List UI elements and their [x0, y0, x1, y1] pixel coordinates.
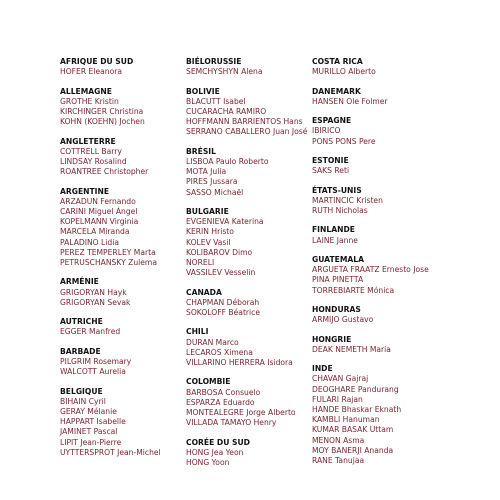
person-name: ARMIJO Gustavo [312, 315, 374, 325]
country-group [312, 156, 442, 176]
country-group [186, 438, 310, 469]
person-name: MONTEALEGRE Jorge Alberto [186, 408, 296, 418]
country-name: HONGRIE [312, 334, 352, 344]
person-name: CHAVAN Gajraj [312, 374, 369, 384]
country-name: CANADA [186, 287, 222, 297]
person-name: HOFER Eleanora [60, 67, 123, 77]
country-name: ARGENTINE [60, 186, 110, 196]
country-name: INDE [312, 364, 333, 374]
person-name: MOY BANERJI Ananda [312, 445, 394, 455]
country-group [60, 317, 184, 337]
person-name: BIHAIN Cyril [60, 396, 106, 406]
person-name: UYTTERSPROT Jean-Michel [60, 447, 161, 457]
person-name: ARGUETA FRAATZ Ernesto Jose [312, 265, 429, 275]
country-group [186, 57, 310, 77]
country-group [60, 87, 184, 128]
person-name: RANE Tanujaa [312, 455, 365, 465]
country-group [312, 255, 442, 296]
person-name: DEOGHARE Pandurang [312, 384, 399, 394]
column-3 [312, 57, 442, 475]
country-name: ÉTATS-UNIS [312, 185, 362, 195]
person-name: MARTINCIC Kristen [312, 195, 383, 205]
country-name: ALLEMAGNE [60, 86, 112, 96]
person-name: CHAPMAN Déborah [186, 297, 260, 307]
person-name: ARZADUN Fernando [60, 196, 136, 206]
person-name: NORELI [186, 258, 215, 268]
person-name: KIRCHINGER Christina [60, 107, 144, 116]
person-name: DEAK NEMETH Maria [312, 344, 391, 354]
country-group [60, 387, 184, 458]
country-name: BIÉLORUSSIE [186, 57, 242, 66]
person-name: SOKOLOFF Béatrice [186, 308, 261, 318]
country-name: AUTRICHE [60, 317, 103, 327]
person-name: KOHN (KOEHN) Jochen [60, 117, 145, 127]
person-name: GRIGORYAN Sevak [60, 297, 131, 307]
person-name: PILGRIM Rosemary [60, 357, 132, 366]
country-group [186, 377, 310, 428]
country-group [60, 187, 184, 269]
country-group [312, 225, 442, 245]
country-group [186, 207, 310, 278]
person-name: CARINI Miguel Ángel [60, 207, 138, 216]
person-name: PONS PONS Pere [312, 136, 376, 146]
country-group [186, 147, 310, 198]
person-name: VILLARINO HERRERA Isidora [186, 358, 293, 368]
person-name: PETRUSCHANSKY Zulema [60, 258, 157, 268]
person-name: MENON Asma [312, 435, 365, 445]
country-group [312, 335, 442, 355]
person-name: SASSO Michaël [186, 187, 244, 197]
person-name: EGGER Manfred [60, 327, 121, 337]
person-name: HAPPART Isabelle [60, 417, 126, 427]
person-name: RUTH Nicholas [312, 205, 368, 215]
person-name: IBIRICO [312, 126, 341, 136]
country-group [60, 277, 184, 308]
country-name: COLOMBIE [186, 377, 231, 387]
person-name: HONG Yoon [186, 458, 230, 468]
person-name: WALCOTT Aurelia [60, 367, 126, 377]
country-name: ANGLETERRE [60, 136, 116, 146]
country-name: BOLIVIE [186, 86, 220, 96]
person-name: VASSILEV Vesselin [186, 268, 256, 278]
person-name: FULARI Rajan [312, 394, 363, 404]
person-name: MOTA Julia [186, 167, 227, 177]
person-name: PINA PINETTA [312, 275, 364, 285]
person-name: HOFFMANN BARRIENTOS Hans [186, 117, 303, 127]
person-name: HANDE Bhaskar Eknath [312, 404, 402, 414]
person-name: BLACUTT Isabel [186, 96, 246, 106]
country-group [60, 137, 184, 178]
person-name: KOLIBAROV Dimo [186, 247, 253, 257]
country-name: COSTA RICA [312, 57, 363, 66]
country-name: ESPAGNE [312, 116, 352, 126]
country-name: FINLANDE [312, 225, 355, 235]
person-name: HANSEN Ole Folmer [312, 96, 388, 106]
person-name: KOPELMANN Virginia [60, 217, 139, 227]
person-name: KOLEV Vasil [186, 237, 231, 247]
country-name: DANEMARK [312, 86, 361, 96]
country-name: BRÉSIL [186, 146, 216, 156]
person-name: MURILLO Alberto [312, 67, 376, 77]
column-2 [186, 57, 310, 477]
person-name: DURAN Marco [186, 337, 239, 347]
person-name: JAMINET Pascal [60, 427, 118, 437]
country-name: ARMÉNIE [60, 277, 99, 287]
person-name: PIRES Jussara [186, 177, 238, 187]
person-name: CUCARACHA RAMIRO [186, 107, 267, 116]
country-name: BULGARIE [186, 207, 229, 216]
person-name: GERAY Mélanie [60, 407, 117, 416]
person-name: COTTRELL Barry [60, 146, 122, 156]
person-name: LECAROS Ximena [186, 347, 253, 357]
country-group [312, 305, 442, 325]
person-name: LINDSAY Rosalind [60, 157, 127, 166]
country-group [312, 87, 442, 107]
country-name: CHILI [186, 327, 209, 337]
country-group [312, 116, 442, 147]
country-group [312, 57, 442, 77]
country-name: BARBADE [60, 346, 101, 356]
person-name: LAINE Janne [312, 235, 358, 245]
person-name: GROTHE Kristin [60, 96, 119, 106]
person-name: GRIGORYAN Hayk [60, 287, 127, 297]
person-name: ESPARZA Eduardo [186, 397, 255, 407]
person-name: HONG Jea Yeon [186, 447, 244, 457]
country-name: GUATEMALA [312, 254, 364, 264]
country-name: HONDURAS [312, 304, 361, 314]
country-name: AFRIQUE DU SUD [60, 57, 134, 66]
person-name: SERRANO CABALLERO Juan José [186, 127, 308, 137]
country-name: BELGIQUE [60, 386, 103, 396]
country-group [186, 327, 310, 368]
person-name: ROANTREE Christopher [60, 167, 149, 177]
country-group [312, 364, 442, 466]
country-group [60, 57, 184, 77]
person-name: KAMBLI Hanuman [312, 415, 380, 425]
person-name: LISBOA Paulo Roberto [186, 157, 269, 166]
country-group [186, 288, 310, 319]
person-name: TORREBIARTE Mónica [312, 285, 395, 295]
country-group [312, 186, 442, 217]
person-name: MARCELA Miranda [60, 227, 130, 237]
person-name: VILLADA TAMAYO Henry [186, 418, 277, 428]
country-name: ESTONIE [312, 155, 349, 165]
country-group [186, 87, 310, 138]
person-name: SAKS Reti [312, 166, 350, 176]
person-name: LIPIT Jean-Pierre [60, 437, 122, 447]
person-name: PALADINO Lidia [60, 237, 119, 247]
person-name: SEMCHYSHYN Alena [186, 67, 263, 77]
column-1 [60, 57, 184, 467]
person-name: KUMAR BASAK Uttam [312, 425, 394, 435]
country-name: CORÉE DU SUD [186, 437, 250, 447]
person-name: KERIN Hristo [186, 227, 234, 237]
person-name: PEREZ TEMPERLEY Marta [60, 247, 156, 257]
person-name: EVGENIEVA Katerina [186, 217, 264, 227]
person-name: BARBOSA Consuelo [186, 387, 261, 397]
country-group [60, 347, 184, 378]
